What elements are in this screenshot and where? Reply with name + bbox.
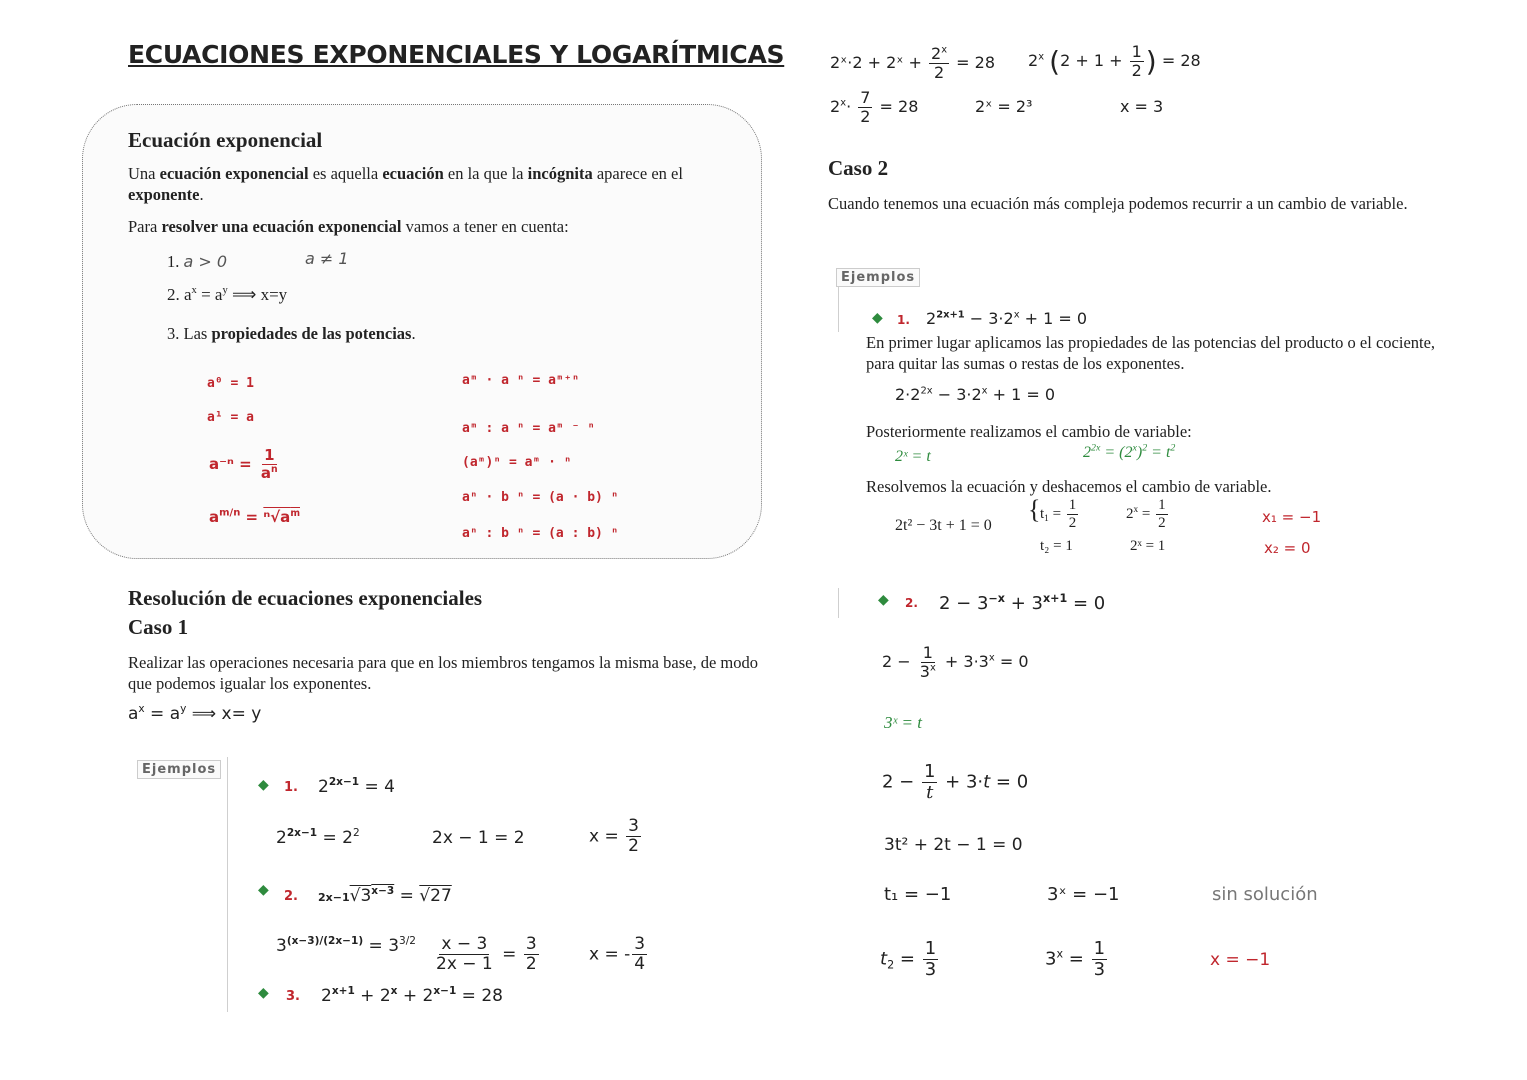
r-ex1-change: 2ˣ = t bbox=[895, 448, 931, 465]
brace-icon: { bbox=[1028, 495, 1041, 524]
resolve-paragraph: Para resolver una ecuación exponencial vamos a tener en cuenta: bbox=[128, 217, 569, 236]
caso2-text: Cuando tenemos una ecuación más compleja podemos recurrir a un cambio de variable. bbox=[828, 194, 1408, 213]
prop-power: (aᵐ)ⁿ = aᵐ · ⁿ bbox=[462, 455, 572, 470]
cont-result: x = 3 bbox=[1120, 97, 1164, 116]
r-ex2-eq1: 3ˣ = −1 bbox=[1047, 884, 1120, 905]
prop-fractional: $a^{m/n} = ^n√a^m$ bbox=[209, 507, 300, 526]
r-ex2-eq2: $3^x$ = $\frac{1}{3}$ bbox=[1045, 938, 1106, 980]
caso1-rule: $a^x = a^y$ ⟹ x= y bbox=[128, 703, 262, 724]
r-ex1-quad: 2t² − 3t + 1 = 0 bbox=[895, 517, 992, 534]
r-ex2-step1: 2 − $\frac{1}{3^x}$ + $3\cdot 3^x = 0$ bbox=[882, 643, 1029, 681]
ex2-number: 2. bbox=[284, 889, 298, 904]
rule-1b: a ≠ 1 bbox=[305, 249, 349, 268]
ex1-number: 1. bbox=[284, 780, 298, 795]
r-ex2-equation: $2 - 3^{-x} + 3^{x+1} = 0$ bbox=[939, 591, 1106, 614]
prop-quotient-base: aⁿ : b ⁿ = (a : b) ⁿ bbox=[462, 526, 619, 541]
cont-step1: 2ˣ·2 + 2ˣ + $\frac{2^x}{2}$ = 28 bbox=[830, 44, 996, 82]
ejemplos-label-right: Ejemplos bbox=[836, 268, 920, 287]
bullet-icon: ◆ bbox=[258, 883, 269, 898]
cont-step2: $2^x\cdot$ $\frac{7}{2}$ = 28 bbox=[830, 88, 919, 126]
prop-one: a¹ = a bbox=[207, 410, 254, 425]
prop-product-base: aⁿ · b ⁿ = (a · b) ⁿ bbox=[462, 490, 619, 505]
ex2-step: $3^{(x-3)/(2x-1)} = 3^{3/2}$ bbox=[276, 935, 416, 956]
r-ex1-equation: $2^{2x+1} - 3\cdot 2^x + 1 = 0$ bbox=[926, 309, 1088, 328]
ex1-equation: $2^{2x-1} = 4$ bbox=[318, 776, 395, 797]
ex1-step2: 2x − 1 = 2 bbox=[432, 828, 525, 848]
r-ex1-x2: x₂ = 0 bbox=[1264, 539, 1311, 557]
r-ex2-nosol: sin solución bbox=[1212, 884, 1318, 905]
ejemplos-rule-left bbox=[227, 757, 228, 1012]
r-ex2-number: 2. bbox=[905, 596, 918, 610]
caso2-heading: Caso 2 bbox=[828, 156, 889, 180]
bullet-icon: ◆ bbox=[258, 986, 269, 1001]
r-ex1-eq1: $2^x$ = $\frac{1}{2}$ bbox=[1126, 497, 1166, 531]
r-ex1-p3: Resolvemos la ecuación y deshacemos el cambio de variable. bbox=[866, 477, 1272, 496]
ex2-result: x = - $\frac{3}{4}$ bbox=[589, 934, 646, 974]
rule-1: 1. a > 0 bbox=[167, 252, 228, 271]
prop-negative: a⁻ⁿ = $\frac{1}{a^n}$ bbox=[209, 446, 278, 482]
rule-2: 2. $a^x = a^y$ ⟹ x=y bbox=[167, 285, 288, 304]
caso1-heading: Caso 1 bbox=[128, 615, 189, 639]
r-ex2-t1: t₁ = −1 bbox=[884, 884, 952, 905]
divider-rule bbox=[838, 588, 839, 618]
r-ex1-p2: Posteriormente realizamos el cambio de variable: bbox=[866, 422, 1192, 441]
r-ex2-result: x = −1 bbox=[1210, 950, 1271, 970]
bullet-icon: ◆ bbox=[258, 778, 269, 793]
ex2-step2: $\frac{x - 3}{2x - 1}$ = $\frac{3}{2}$ bbox=[436, 934, 537, 974]
definition-paragraph: Una ecuación exponencial es aquella ecuación en la que la incógnita aparece en el exponente. bbox=[128, 164, 683, 204]
r-ex2-quad: 3t² + 2t − 1 = 0 bbox=[884, 835, 1023, 855]
caso1-text: Realizar las operaciones necesaria para que en los miembros tengamos la misma base, de modo que podemos igualar los exponentes. bbox=[128, 653, 758, 693]
rule-3: 3. Las propiedades de las potencias. bbox=[167, 324, 416, 343]
ejemplos-rule-right bbox=[838, 287, 839, 332]
r-ex2-step2: 2 − $\frac{1}{t}$ + 3·t = 0 bbox=[882, 761, 1029, 803]
prop-zero: a⁰ = 1 bbox=[207, 376, 254, 391]
page-title: ECUACIONES EXPONENCIALES Y LOGARÍTMICAS bbox=[128, 40, 785, 69]
r-ex1-t1: $t_1$ = $\frac{1}{2}$ bbox=[1040, 497, 1077, 531]
cont-step2b: 2ˣ = 2³ bbox=[975, 97, 1033, 116]
r-ex1-number: 1. bbox=[897, 313, 910, 327]
ex2-equation: $2x-1√3^{x-3} = √27$ bbox=[318, 885, 452, 906]
r-ex1-p1: En primer lugar aplicamos las propiedades de las potencias del producto o el cociente, para quitar las sumas o restas de los exponentes. bbox=[866, 333, 1436, 373]
ex1-step: $2^{2x-1} = 2^2$ bbox=[276, 827, 360, 848]
bullet-icon: ◆ bbox=[872, 311, 883, 326]
r-ex2-t2: $t_2$ = $\frac{1}{3}$ bbox=[880, 938, 937, 980]
r-ex1-eq2: 2ˣ = 1 bbox=[1130, 538, 1166, 554]
section-heading: Resolución de ecuaciones exponenciales bbox=[128, 586, 483, 610]
r-ex1-step: $2\cdot 2^{2x} - 3\cdot 2^x + 1 = 0$ bbox=[895, 385, 1056, 404]
ex3-equation: $2^{x+1} + 2^x + 2^{x-1} = 28$ bbox=[321, 985, 503, 1006]
ex3-number: 3. bbox=[286, 989, 300, 1004]
ejemplos-label-left: Ejemplos bbox=[137, 760, 221, 779]
bullet-icon: ◆ bbox=[878, 593, 889, 608]
prop-quotient: aᵐ : a ⁿ = aᵐ ⁻ ⁿ bbox=[462, 421, 596, 436]
ex1-result: x = $\frac{3}{2}$ bbox=[589, 816, 639, 856]
r-ex1-change2: $2^{2x} = (2^x)^2 = t^2$ bbox=[1083, 442, 1176, 461]
r-ex1-x1: x₁ = −1 bbox=[1262, 508, 1322, 526]
prop-product: aᵐ · a ⁿ = aᵐ⁺ⁿ bbox=[462, 373, 580, 388]
r-ex2-change: 3ˣ = t bbox=[884, 713, 922, 732]
box-heading: Ecuación exponencial bbox=[128, 128, 323, 152]
cont-step1b: 2$^x$ (2 + 1 + $\frac{1}{2}$ ) = 28 bbox=[1028, 42, 1201, 80]
r-ex1-t2: t₂ = 1 bbox=[1040, 538, 1073, 554]
